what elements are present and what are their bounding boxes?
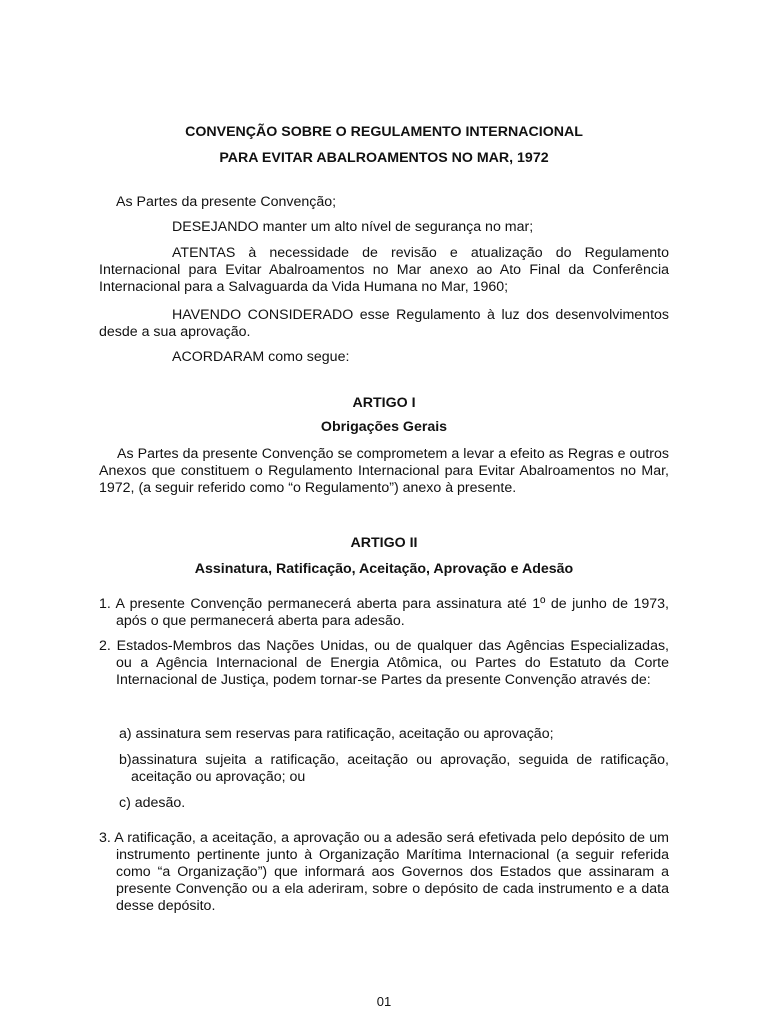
artigo-2-subheading: Assinatura, Ratificação, Aceitação, Aprovação e Adesão [194,561,574,577]
preamble-acordaram: ACORDARAM como segue: [172,349,350,365]
preamble-havendo: HAVENDO CONSIDERADO esse Regulamento à luz dos desenvolvimentos desde a sua aprovação. [99,307,669,340]
artigo-2-sub-a: a) assinatura sem reservas para ratificação, aceitação ou aprovação; [119,726,554,742]
artigo-2-heading: ARTIGO II [350,535,418,551]
artigo-1-text: As Partes da presente Convenção se comprometem a levar a efeito as Regras e outros Anexos que constituem o Regulamento Internacional para Evitar Abalroamentos no Mar, 1972, (a seguir referido como “o Regulamento”) anexo à presente. [99,446,669,496]
artigo-2-item-3: 3. A ratificação, a aceitação, a aprovação ou a adesão será efetivada pelo depósito de um instrumento pertinente junto à Organização Marítima Internacional (a seguir referida como “a Organização”) que informará aos Governos dos Estados que assinaram a presente Convenção ou a ela aderiram, sobre o depósito de cada instrumento e a data desse depósito. [99,830,669,914]
preamble-atentas: ATENTAS à necessidade de revisão e atualização do Regulamento Internacional para Evitar Abalroamentos no Mar anexo ao Ato Final da Conferência Internacional para a Salvaguarda da Vida Humana no Mar, 1960; [99,245,669,295]
preamble-desejando: DESEJANDO manter um alto nível de segurança no mar; [172,219,534,235]
page-number: 01 [376,994,392,1009]
artigo-2-item-1: 1. A presente Convenção permanecerá aberta para assinatura até 1º de junho de 1973, após o que permanecerá aberta para adesão. [99,596,669,629]
artigo-2-sub-b: b)assinatura sujeita a ratificação, aceitação ou aprovação, seguida de ratificação, aceitação ou aprovação; ou [119,752,669,785]
artigo-2-sub-c: c) adesão. [119,795,186,811]
title-line-2: PARA EVITAR ABALROAMENTOS NO MAR, 1972 [219,150,549,166]
preamble-intro: As Partes da presente Convenção; [116,194,337,210]
artigo-1-subheading: Obrigações Gerais [320,419,448,435]
artigo-1-heading: ARTIGO I [352,395,416,411]
artigo-2-item-2: 2. Estados-Membros das Nações Unidas, ou de qualquer das Agências Especializadas, ou a Agência Internacional de Energia Atômica, ou Partes do Estatuto da Corte Internacional de Justiça, podem tornar-se Partes da presente Convenção através de: [99,638,669,688]
title-line-1: CONVENÇÃO SOBRE O REGULAMENTO INTERNACIONAL [185,124,583,140]
